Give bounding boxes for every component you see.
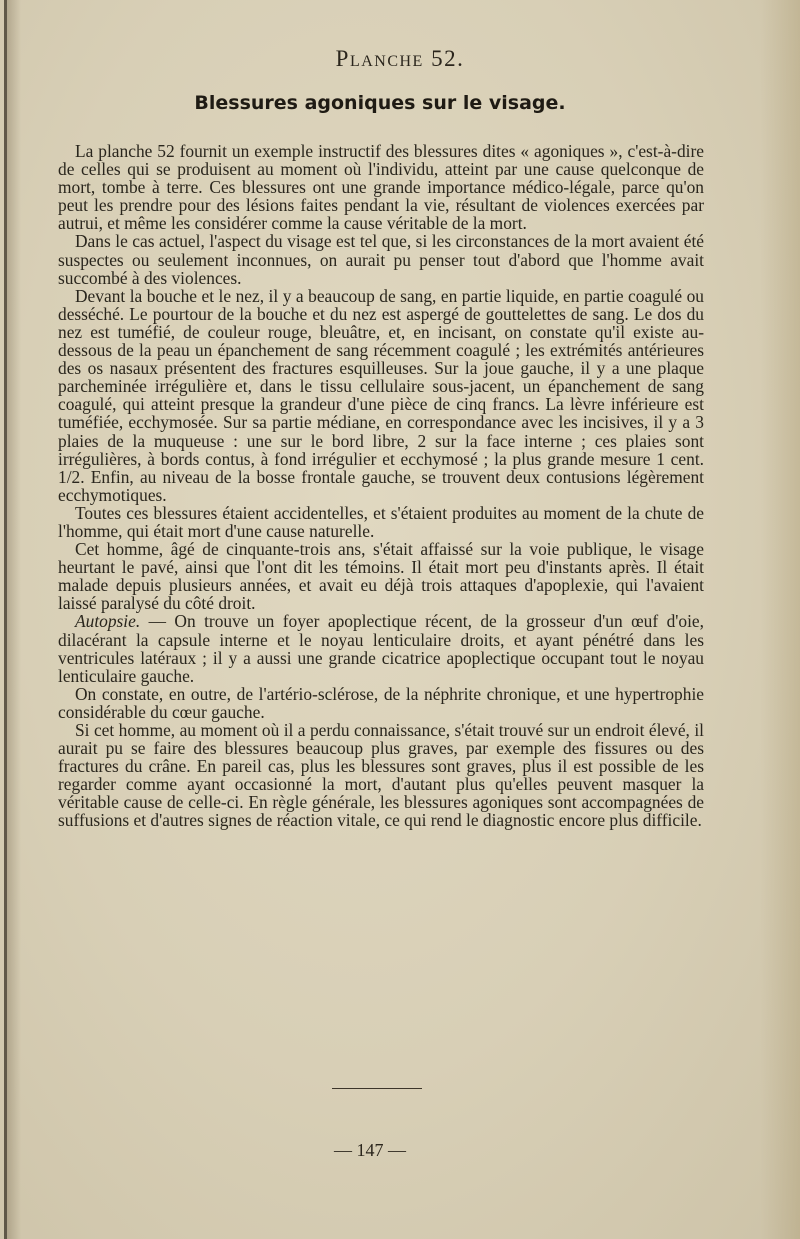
autopsy-lead: Autopsie. bbox=[75, 611, 141, 632]
binding-shadow bbox=[7, 0, 21, 1239]
paragraph-text: — On trouve un foyer apoplectique récent, de la grosseur d'un œuf d'oie, dilacérant la capsule interne et le noyau lenticulaire droits, et ayant pénétré dans les ventricules latéraux ; il y a aussi une grande cicatrice apoplectique occupant tout le noyau lenticulaire gauche. bbox=[58, 611, 704, 686]
paragraph bbox=[58, 504, 704, 540]
page-number: — 147 — bbox=[334, 1140, 406, 1160]
end-rule bbox=[332, 1088, 422, 1089]
section-heading: Blessures agoniques sur le visage. bbox=[194, 92, 566, 114]
paragraph bbox=[58, 540, 704, 612]
paragraph bbox=[58, 685, 704, 721]
plate-title: Planche 52. bbox=[335, 46, 465, 71]
paragraph-text: Toutes ces blessures étaient accidentelles, et s'étaient produites au moment de la chute de l'homme, qui était mort d'une cause naturelle. bbox=[58, 502, 704, 541]
paragraph-text: On constate, en outre, de l'artério-sclérose, de la néphrite chronique, et une hypertrophie considérable du cœur gauche. bbox=[58, 683, 704, 722]
paragraph bbox=[58, 287, 704, 504]
paragraph-text: Devant la bouche et le nez, il y a beaucoup de sang, en partie liquide, en partie coagulé ou desséché. Le pourtour de la bouche et du nez est aspergé de gouttelettes de sang. Le dos du nez est tuméfié, de couleur rouge, bleuâtre, et, en incisant, on constate qu'il existe au-dessous de la peau un épanchement de sang récemment coagulé ; les extrémités antérieures des os nasaux présentent des fractures esquilleuses. Sur la joue gauche, il y a une plaque parcheminée irrégulière et, dans le tissu cellulaire sous-jacent, un épanchement de sang coagulé, qui atteint presque la grandeur d'une pièce de cinq francs. La lèvre inférieure est tuméfiée, ecchymosée. Sur sa partie médiane, en correspondance avec les incisives, il y a 3 plaies de la muqueuse : une sur le bord libre, 2 sur la face interne ; ces plaies sont irrégulières, à bords contus, à fond irrégulier et ecchymosé ; la plus grande mesure 1 cent. 1/2. Enfin, au niveau de la bosse frontale gauche, se trouvent deux contusions légèrement ecchymotiques. bbox=[58, 285, 704, 505]
paragraph bbox=[58, 721, 704, 830]
paragraph bbox=[58, 612, 704, 684]
paragraph-text: Si cet homme, au moment où il a perdu connaissance, s'était trouvé sur un endroit élevé, il aurait pu se faire des blessures beaucoup plus graves, par exemple des fissures ou des fractures du crâne. En pareil cas, plus les blessures sont graves, plus il est possible de les regarder comme ayant occasionné la mort, d'autant plus qu'elles peuvent masquer la véritable cause de celle-ci. En règle générale, les blessures agoniques sont accompagnées de suffusions et d'autres signes de réaction vitale, ce qui rend le diagnostic encore plus difficile. bbox=[58, 720, 704, 831]
paragraph bbox=[58, 232, 704, 286]
paragraph-text: La planche 52 fournit un exemple instructif des blessures dites « agoniques », c'est-à-dire de celles qui se produisent au moment où l'individu, atteint par une cause quelconque de mort, tombe à terre. Ces blessures ont une grande importance médico-légale, parce qu'on peut les prendre pour des lésions faites pendant la vie, résultant de violences exercées par autrui, et même les considérer comme la cause véritable de la mort. bbox=[58, 141, 704, 234]
paragraph-text: Dans le cas actuel, l'aspect du visage est tel que, si les circonstances de la mort avaient été suspectes ou seulement inconnues, on aurait pu penser tout d'abord que l'homme avait succombé à des violences. bbox=[58, 231, 704, 288]
paragraph bbox=[58, 142, 704, 232]
paragraph-text: Cet homme, âgé de cinquante-trois ans, s'était affaissé sur la voie publique, le visage heurtant le pavé, ainsi que l'ont dit les témoins. Il était mort peu d'instants après. Il était malade depuis plusieurs années, et avait eu déjà trois attaques d'apoplexie, qui l'avaient laissé paralysé du côté droit. bbox=[58, 539, 704, 614]
body-text bbox=[58, 142, 704, 830]
page-edge-tint bbox=[760, 0, 800, 1239]
